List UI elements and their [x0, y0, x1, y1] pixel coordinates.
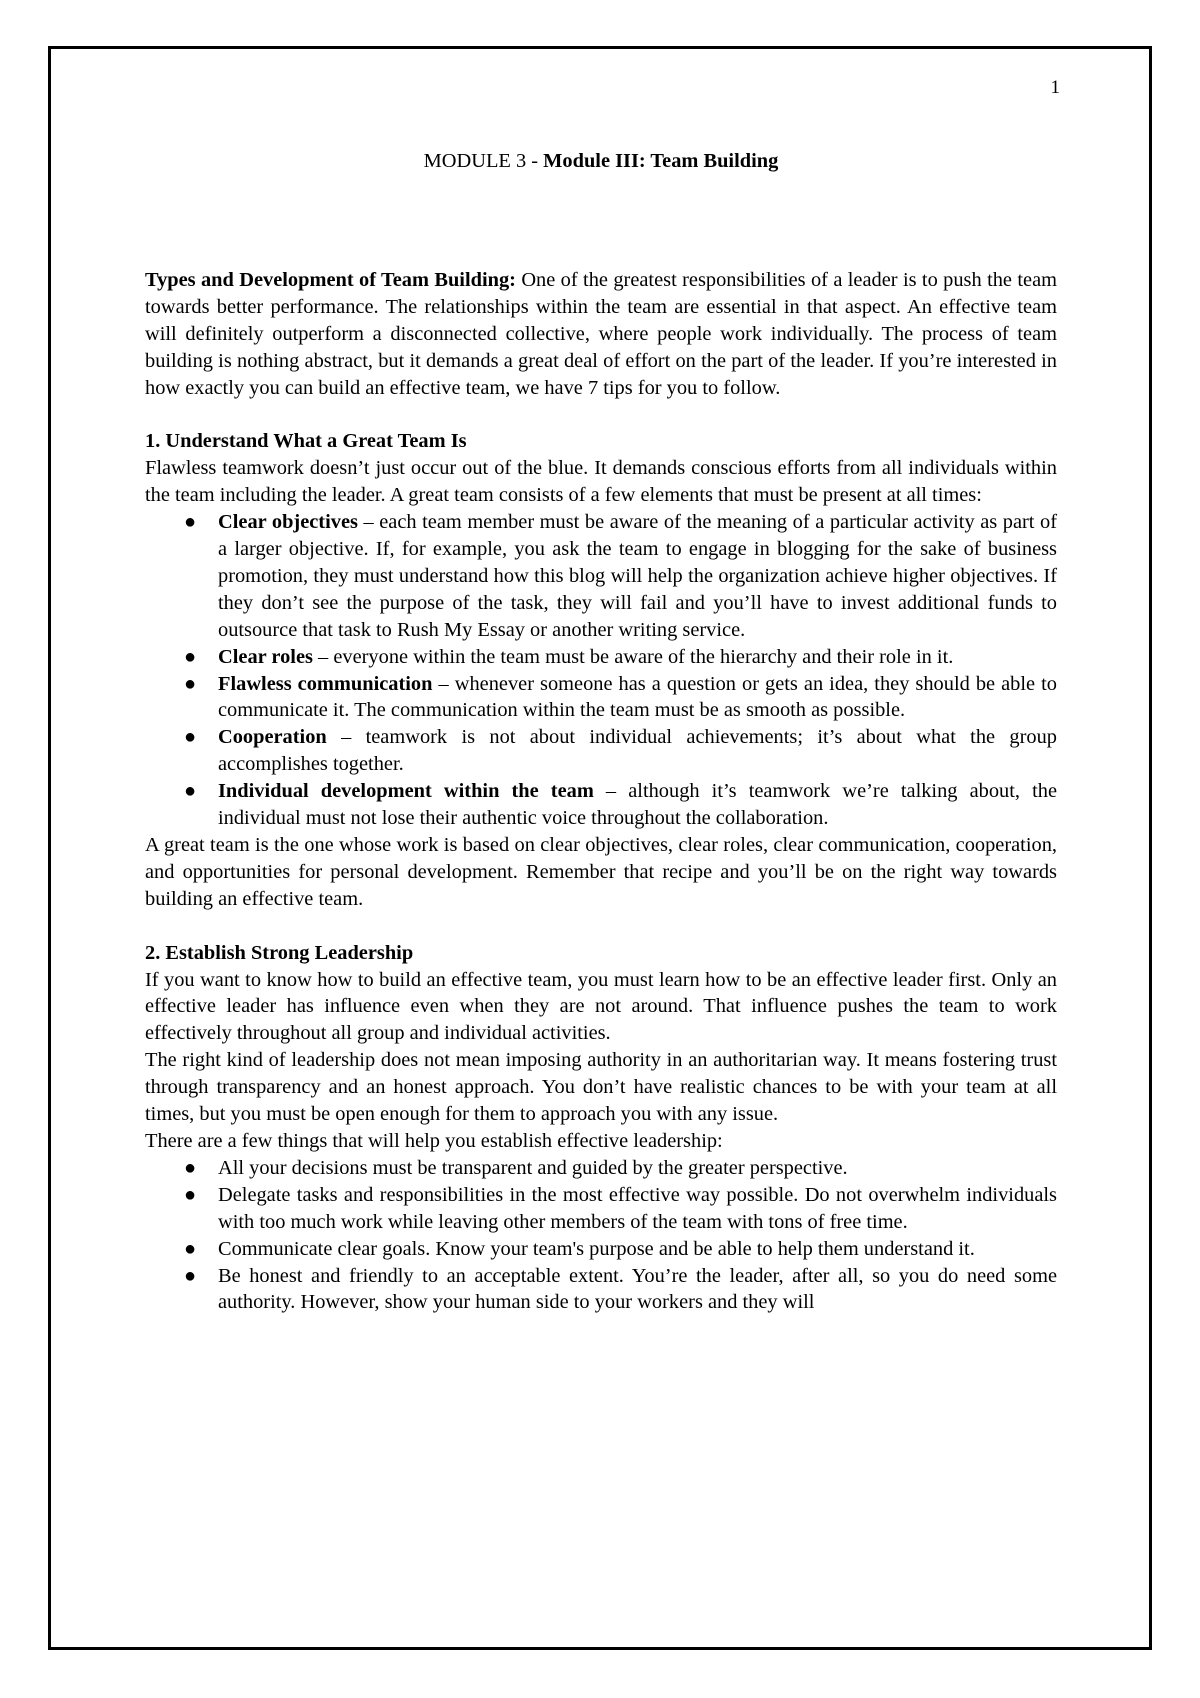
section-1-heading: 1. Understand What a Great Team Is	[145, 430, 467, 453]
section-2-heading: 2. Establish Strong Leadership	[145, 941, 414, 964]
list-item-text: Communicate clear goals. Know your team's purpose and be able to help them understand it.	[218, 1237, 975, 1260]
bullet-icon: ●	[184, 1264, 197, 1287]
list-item-text: Delegate tasks and responsibilities in the most effective way possible. Do not overwhelm individuals with too much work while leaving other members of the team with tons of free time.	[218, 1183, 1057, 1233]
list-item-text: – teamwork is not about individual achievements; it’s about what the group accomplishes together.	[218, 726, 1057, 776]
list-item	[184, 644, 1057, 671]
list-item-term: Clear objectives	[218, 511, 358, 534]
list-item-term: Clear roles	[218, 645, 313, 668]
bullet-icon: ●	[184, 726, 197, 749]
list-item	[184, 1263, 1057, 1317]
document-body	[145, 148, 1057, 1316]
intro-text: One of the greatest responsibilities of a leader is to push the team towards better performance. The relationships within the team are essential in that aspect. An effective team will definitely outperform a disconnected collective, where people work individually. The process of team building is nothing abstract, but it demands a great deal of effort on the part of the leader. If you’re interested in how exactly you can build an effective team, we have 7 tips for you to follow.	[145, 269, 1057, 399]
bullet-icon: ●	[184, 511, 197, 534]
section-1-conclusion: A great team is the one whose work is based on clear objectives, clear roles, clear communication, cooperation, and opportunities for personal development. Remember that recipe and you’ll be on the right way towards building an effective team.	[145, 834, 1057, 910]
list-item	[184, 509, 1057, 644]
list-item-text: Be honest and friendly to an acceptable extent. You’re the leader, after all, so you do need some authority. However, show your human side to your workers and they will	[218, 1264, 1057, 1314]
page-title	[145, 148, 1057, 174]
title-prefix: MODULE 3 -	[423, 150, 544, 172]
section-2-paragraph: The right kind of leadership does not mean imposing authority in an authoritarian way. It means fostering trust through transparency and an honest approach. You don’t have realistic chances to be with your team at all times, but you must be open enough for them to approach you with any issue.	[145, 1049, 1057, 1126]
list-item-term: Individual development within the team	[218, 780, 594, 803]
list-item-text: – whenever someone has a question or gets an idea, they should be able to communicate it. The communication within the team must be as smooth as possible.	[218, 672, 1057, 722]
list-item-text: – everyone within the team must be aware of the hierarchy and their role in it.	[312, 645, 954, 668]
bullet-icon: ●	[184, 1237, 197, 1260]
list-item	[184, 778, 1057, 832]
bullet-icon: ●	[184, 1156, 197, 1179]
list-item	[184, 671, 1057, 725]
title-main: Module III: Team Building	[543, 150, 779, 172]
section-2-list	[145, 1155, 1057, 1316]
list-item	[184, 1182, 1057, 1236]
intro-heading: Types and Development of Team Building:	[145, 269, 516, 291]
section-2-paragraph: There are a few things that will help you establish effective leadership:	[145, 1129, 723, 1152]
intro-paragraph	[145, 267, 1057, 402]
list-item-text: – each team member must be aware of the meaning of a particular activity as part of a larger objective. If, for example, you ask the team to engage in blogging for the sake of business promotion, they must understand how this blog will help the organization achieve higher objectives. If they don’t see the purpose of the task, they will fail and you’ll have to invest additional funds to outsource that task to Rush My Essay or another writing service.	[218, 511, 1057, 641]
page-number: 1	[1050, 77, 1060, 98]
list-item-text: All your decisions must be transparent and guided by the greater perspective.	[218, 1156, 848, 1179]
section-1-list	[145, 509, 1057, 832]
bullet-icon: ●	[184, 645, 197, 668]
list-item	[184, 724, 1057, 778]
section-2-paragraph: If you want to know how to build an effective team, you must learn how to be an effective leader first. Only an effective leader has influence even when they are not around. That influence pushes the team to work effectively throughout all group and individual activities.	[145, 968, 1057, 1045]
bullet-icon: ●	[184, 780, 197, 803]
section-1-intro: Flawless teamwork doesn’t just occur out of the blue. It demands conscious efforts from all individuals within the team including the leader. A great team consists of a few elements that must be present at all times:	[145, 457, 1057, 507]
list-item	[184, 1155, 1057, 1182]
bullet-icon: ●	[184, 672, 197, 695]
bullet-icon: ●	[184, 1183, 197, 1206]
list-item-text: – although it’s teamwork we’re talking about, the individual must not lose their authentic voice throughout the collaboration.	[218, 780, 1057, 830]
list-item-term: Flawless communication	[218, 672, 433, 695]
list-item	[184, 1236, 1057, 1263]
list-item-term: Cooperation	[218, 726, 327, 749]
